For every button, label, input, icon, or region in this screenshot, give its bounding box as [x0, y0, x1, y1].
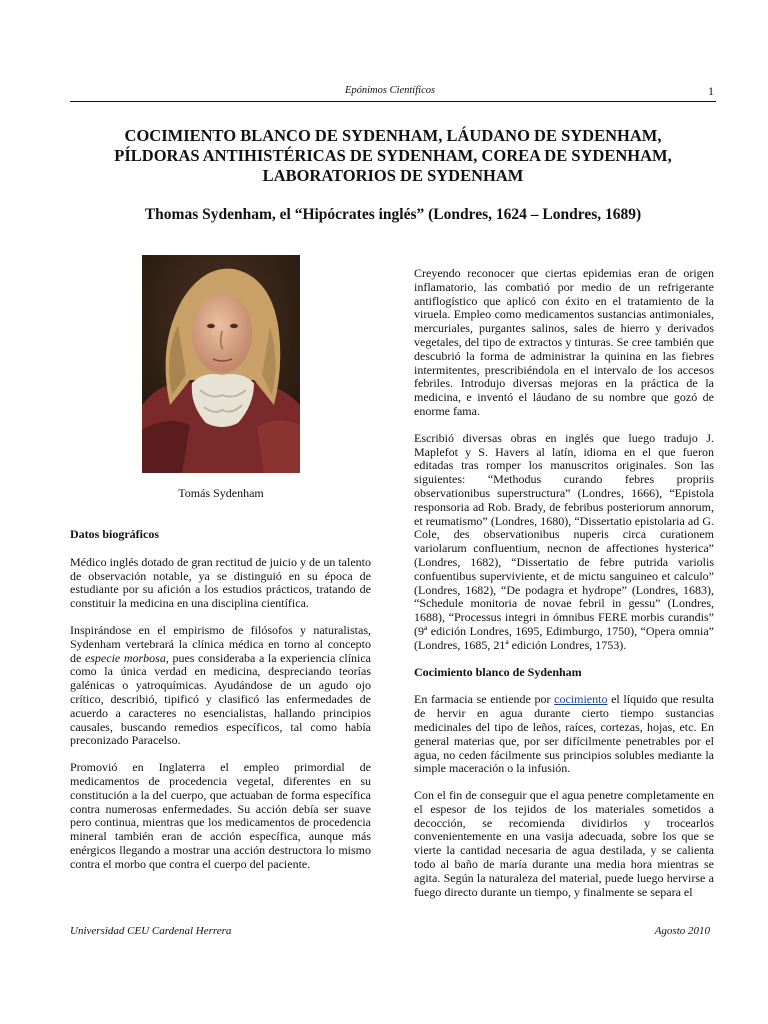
title-line-3: LABORATORIOS DE SYDENHAM	[262, 166, 524, 185]
paragraph: Médico inglés dotado de gran rectitud de juicio y de un talento de observación notable, ya se distinguió en su época de estudiante por su afición a los estudios prácticos, tratando de constituir la medicina en una disciplina científica.	[70, 554, 371, 611]
paragraph: Creyendo reconocer que ciertas epidemias eran de origen inflamatorio, las combatió por medio de un refrigerante antiflogístico que aplicó con éxito en el tratamiento de la viruela. Empleo como medicamentos sustancias antimoniales, mercuriales, purgantes salinos, sales de hierro y derivados vegetales, del tipo de extractos y tinturas. Se cree también que descubrió la forma de administrar la quinina en las fiebres intermitentes, prescribiéndola en el intervalo de los accesos febriles. Introdujo diversas mejoras en la práctica de la medicina, e inventó el láudano de su nombre que gozó de enorme fama.	[414, 266, 714, 418]
cocimiento-link[interactable]: cocimiento	[554, 692, 608, 707]
main-title	[70, 126, 716, 186]
paragraph: Con el fin de conseguir que el agua penetre completamente en el espesor de los tejidos de los materiales sometidos a decocción, se recomienda dividirlos y trocearlos convenientemente en una vasija adecuada, sobre los que se vierte la cantidad necesaria de agua destilada, y se calienta todo al baño de maría durante una media hora mientras se agita. Según la naturaleza del material, puede luego hervirse a fuego directo durante un tiempo, y finalmente se separa el	[414, 788, 714, 899]
italic-term: especie morbosa	[84, 650, 166, 665]
paragraph: En farmacia se entiende por cocimiento el líquido que resulta de hervir en agua durante cierto tiempo sustancias medicinales del tipo de leños, raíces, cortezas, hojas, etc. En general materias que, por ser difícilmente penetrables por el agua, no ceden fácilmente sus principios solubles mediante la simple maceración o la infusión.	[414, 692, 714, 776]
right-column	[414, 267, 714, 912]
page-number: 1	[708, 84, 714, 98]
section-heading-biographical: Datos biográficos	[70, 527, 159, 541]
footer-date: Agosto 2010	[654, 925, 710, 937]
subtitle: Thomas Sydenham, el “Hipócrates inglés” (Londres, 1624 – Londres, 1689)	[144, 206, 642, 223]
header-rule	[70, 101, 716, 102]
title-line-2: PÍLDORAS ANTIHISTÉRICAS DE SYDENHAM, COREA DE SYDENHAM,	[114, 146, 672, 165]
paragraph: Promovió en Inglaterra el empleo primordial de medicamentos de procedencia vegetal, diferentes en su constitución a la del cuerpo, que actuaban de forma específica contra numerosas enfermedades. Su acción debía ser suave pero continua, mientras que los medicamentos de procedencia mineral también eran de acción específica, aunque más enérgicos llegando a mostrar una acción destructora lo mismo contra el morbo que contra el cuerpo del paciente.	[70, 760, 371, 871]
paragraph: Inspirándose en el empirismo de filósofos y naturalistas, Sydenham vertebrará la clínica médica en torno al concepto de especie morbosa, pues consideraba a la experiencia clínica como la única verdad en medicina, despreciando teorías galénicas o yatroquímicas. Ayudándose de un agudo ojo crítico, describió, tipificó y clasificó las enfermedades de acuerdo a caracteres no esencialistas, hallando principios causales, buscando remedios específicos, tal como había preconizado Paracelso.	[70, 622, 372, 748]
left-column	[70, 528, 371, 885]
section-heading-cocimiento: Cocimiento blanco de Sydenham	[414, 664, 582, 679]
title-line-1: COCIMIENTO BLANCO DE SYDENHAM, LÁUDANO DE SYDENHAM,	[124, 126, 662, 145]
footer-institution: Universidad CEU Cardenal Herrera	[70, 925, 232, 937]
running-header: Epónimos Científicos	[344, 85, 436, 96]
portrait-image	[142, 255, 300, 473]
paragraph: Escribió diversas obras en inglés que luego tradujo J. Maplefot y S. Havers al latín, idioma en el que fueron editadas tras romper los manuscritos originales. Son las siguientes: “Methodus curando febres propriis observationibus superstructura” (Londres, 1666), “Epistola responsoria ad Rob. Brady, de febribus posteriorum annorum, et reumatismo” (Londres, 1680), “Dissertatio epistolaria ad G. Cole, des observationibus nuperis circa curationem variolarum confluentium, necnon de affectiones hysterica” (Londres, 1682), “Dissertatio de febre putrida variolis confuentibus superviviente, et de mictu sanguineo et calculo” (Londres, 1682), “De podagra et hydrope” (Londres, 1683), “Schedule monitoria de novae febril in gessu” (Londres, 1688), “Processus integri in ómnibus FERE morbis curandis” (9ª edición Londres, 1695, Edimburgo, 1750), “Opera omnia” (Londres, 1685, 21ª edición Londres, 1753).	[414, 430, 714, 652]
portrait-caption: Tomás Sydenham	[178, 486, 264, 500]
